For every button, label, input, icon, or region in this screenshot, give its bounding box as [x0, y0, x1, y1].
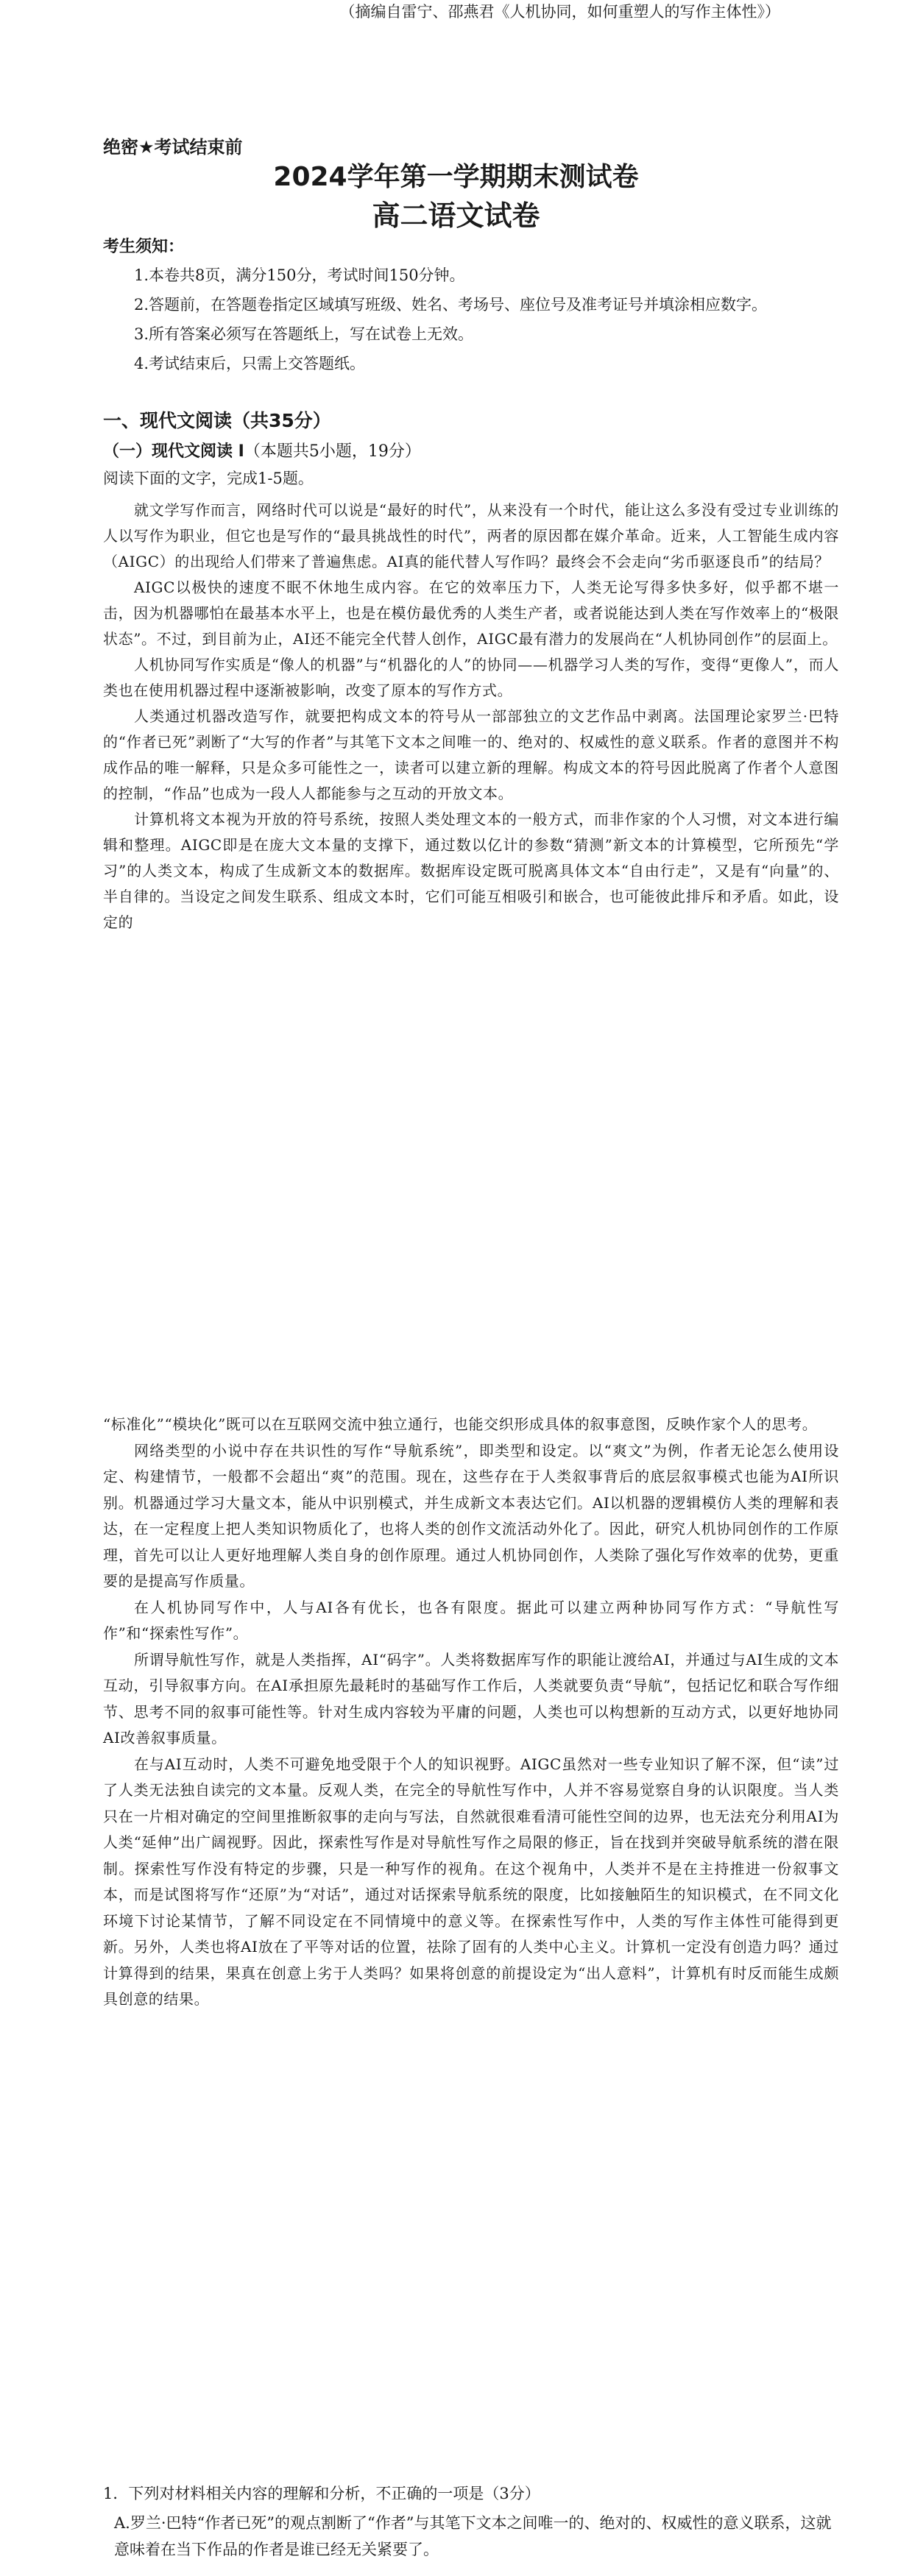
passage-paragraph: 网络类型的小说中存在共识性的写作“导航系统”，即类型和设定。以“爽文”为例，作者无论怎么使用设定、构建情节，一般都不会超出“爽”的范围。现在，这些存在于人类叙事背后的底层叙事模式也能为AI所识别。机器通过学习大量文本，能从中识别模式，并生成新文本表达它们。AI以机器的逻辑模仿人类的理解和表达，在一定程度上把人类知识物质化了，也将人类的创作文流活动外化了。因此，研究人机协同创作的工作原理，首先可以让人更好地理解人类自身的创作原理。通过人机协同创作，人类除了强化写作效率的优势，更重要的是提高写作质量。	[103, 1441, 839, 1590]
subsection-heading	[103, 439, 839, 461]
note-item: 3.所有答案必须写在答题纸上，写在试卷上无效。	[134, 325, 474, 343]
passage-paragraph: 就文学写作而言，网络时代可以说是“最好的时代”，从来没有一个时代，能让这么多没有受过专业训练的人以写作为职业，但它也是写作的“最具挑战性的时代”，两者的原因都在媒介革命。近来，人工智能生成内容（AIGC）的出现给人们带来了普遍焦虑。AI真的能代替人写作吗？最终会不会走向“劣币驱逐良币”的结局？	[103, 501, 839, 570]
exam-title: 2024学年第一学期期末测试卷	[273, 162, 639, 192]
passage-paragraph: 人类通过机器改造写作，就要把构成文本的符号从一部部独立的文艺作品中剥离。法国理论家罗兰·巴特的“作者已死”剥断了“大写的作者”与其笔下文本之间唯一的、绝对的、权威性的意义联系。作者的意图并不构成作品的唯一解释，只是众多可能性之一，读者可以建立新的理解。构成文本的符号因此脱离了作者个人意图的控制，“作品”也成为一段人人都能参与之互动的开放文本。	[103, 707, 839, 802]
note-item: 4.考试结束后，只需上交答题纸。	[134, 355, 366, 372]
note-item: 2.答题前，在答题卷指定区域填写班级、姓名、考场号、座位号及准考证号并填涂相应数字。	[134, 296, 768, 314]
passage-paragraph: 在与AI互动时，人类不可避免地受限于个人的知识视野。AIGC虽然对一些专业知识了解不深，但“读”过了人类无法独自读完的文本量。反观人类，在完全的导航性写作中，人并不容易觉察自身的认识限度。当人类只在一片相对确定的空间里推断叙事的走向与写法，自然就很难看清可能性空间的边界，也无法充分利用AI为人类“延伸”出广阔视野。因此，探索性写作是对导航性写作之局限的修正，旨在找到并突破导航系统的潜在限制。探索性写作没有特定的步骤，只是一种写作的视角。在这个视角中，人类并不是在主持推进一份叙事文本，而是试图将写作“还原”为“对话”，通过对话探索导航系统的限度，比如接触陌生的知识模式，在不同文化环境下讨论某情节，了解不同设定在不同情境中的意义等。在探索性写作中，人类的写作主体性可能得到更新。另外，人类也将AI放在了平等对话的位置，祛除了固有的人类中心主义。计算机一定没有创造力吗？通过计算得到的结果，果真在创意上劣于人类吗？如果将创意的前提设定为“出人意料”，计算机有时反而能生成颇具创意的结果。	[103, 1755, 839, 2008]
note-item: 1.本卷共8页，满分150分，考试时间150分钟。	[134, 266, 465, 284]
passage-source: （摘编自雷宁、邵燕君《人机协同，如何重塑人的写作主体性》）	[339, 3, 780, 21]
question-1-stem: 1．下列对材料相关内容的理解和分析，不正确的一项是（3分）	[103, 2485, 540, 2502]
secret-label: 绝密★考试结束前	[103, 137, 243, 158]
question-1-option-a: A.罗兰·巴特“作者已死”的观点割断了“作者”与其笔下文本之间唯一的、绝对的、权威性的意义联系，这就意味着在当下作品的作者是谁已经无关紧要了。	[114, 2514, 832, 2558]
passage-paragraph: AIGC以极快的速度不眠不休地生成内容。在它的效率压力下，人类无论写得多快多好，似乎都不堪一击，因为机器哪怕在最基本水平上，也是在模仿最优秀的人类生产者，或者说能达到人类在写作效率上的“极限状态”。不过，到目前为止，AI还不能完全代替人创作，AIGC最有潜力的发展尚在“人机协同创作”的层面上。	[103, 578, 839, 648]
passage-paragraph: 计算机将文本视为开放的符号系统，按照人类处理文本的一般方式，而非作家的个人习惯，对文本进行编辑和整理。AIGC即是在庞大文本量的支撑下，通过数以亿计的参数“猜测”新文本的计算模型，它所预先“学习”的人类文本，构成了生成新文本的数据库。数据库设定既可脱离具体文本“自由行走”，又是有“向量”的、半自律的。当设定之间发生联系、组成文本时，它们可能互相吸引和嵌合，也可能彼此排斥和矛盾。如此，设定的	[103, 810, 839, 931]
notes-heading: 考生须知：	[103, 238, 185, 256]
passage-paragraph: 所谓导航性写作，就是人类指挥，AI“码字”。人类将数据库写作的职能让渡给AI，并通过与AI生成的文本互动，引导叙事方向。在AI承担原先最耗时的基础写作工作后，人类就要负责“导航”，包括记忆和联合写作细节、思考不同的叙事可能性等。针对生成内容较为平庸的问题，人类也可以构想新的互动方式，以更好地协同AI改善叙事质量。	[103, 1650, 839, 1747]
subsection-label: （一）现代文阅读 I	[103, 442, 244, 461]
section-heading: 一、现代文阅读（共35分）	[103, 410, 331, 431]
exam-subtitle: 高二语文试卷	[372, 199, 540, 232]
reading-instruction: 阅读下面的文字，完成1-5题。	[103, 470, 314, 487]
notes-list	[103, 261, 839, 378]
passage-part1	[103, 498, 839, 935]
passage-paragraph: 在人机协同写作中，人与AI各有优长，也各有限度。据此可以建立两种协同写作方式：“导航性写作”和“探索性写作”。	[103, 1598, 839, 1642]
subsection-detail: （本题共5小题，19分）	[244, 442, 421, 461]
passage-part2	[103, 1412, 839, 2013]
passage-paragraph-continued: “标准化”“模块化”既可以在互联网交流中独立通行，也能交织形成具体的叙事意图，反映作家个人的思考。	[103, 1415, 818, 1433]
passage-paragraph: 人机协同写作实质是“像人的机器”与“机器化的人”的协同——机器学习人类的写作，变得“更像人”，而人类也在使用机器过程中逐渐被影响，改变了原本的写作方式。	[103, 656, 839, 699]
